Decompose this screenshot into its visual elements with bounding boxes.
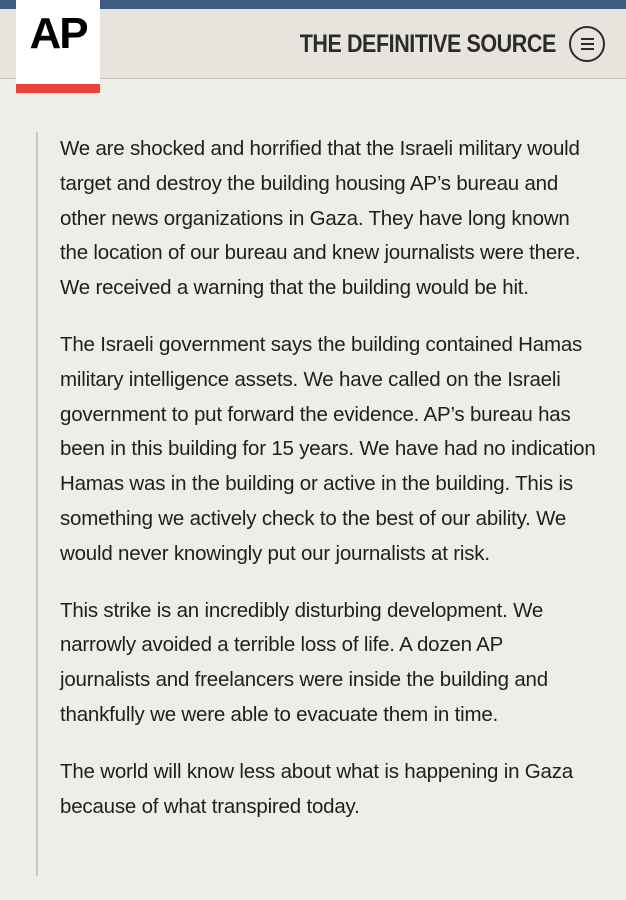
hamburger-menu-icon-line [581, 48, 594, 50]
site-tagline: THE DEFINITIVE SOURCE [299, 30, 556, 58]
article-paragraph: The Israeli government says the building contained Hamas military intelligence assets. We have called on the Israeli government to put forward the evidence. AP’s bureau has been in this building for 15 years. We have had no indication Hamas was in the building or active in the building. This is something we actively check to the best of our ability. We would never knowingly put our journalists at risk. [60, 332, 596, 565]
hamburger-menu-icon [581, 38, 594, 40]
article-paragraph: This strike is an incredibly disturbing development. We narrowly avoided a terrible loss of life. A dozen AP journalists and freelancers were inside the building and thankfully we were able to evacuate them in time. [60, 598, 548, 726]
article-paragraph: The world will know less about what is happening in Gaza because of what transpired today. [60, 759, 573, 818]
ap-logo-text: AP [29, 9, 87, 58]
ap-logo[interactable] [16, 0, 100, 84]
article-quote [36, 132, 598, 876]
hamburger-menu-icon-line [581, 43, 594, 45]
ap-logo-accent-bar [16, 84, 100, 93]
menu-button[interactable] [569, 26, 605, 62]
article-paragraph: We are shocked and horrified that the Israeli military would target and destroy the building housing AP’s bureau and other news organizations in Gaza. They have long known the location of our bureau and knew journalists were there. We received a warning that the building would be hit. [60, 137, 581, 300]
